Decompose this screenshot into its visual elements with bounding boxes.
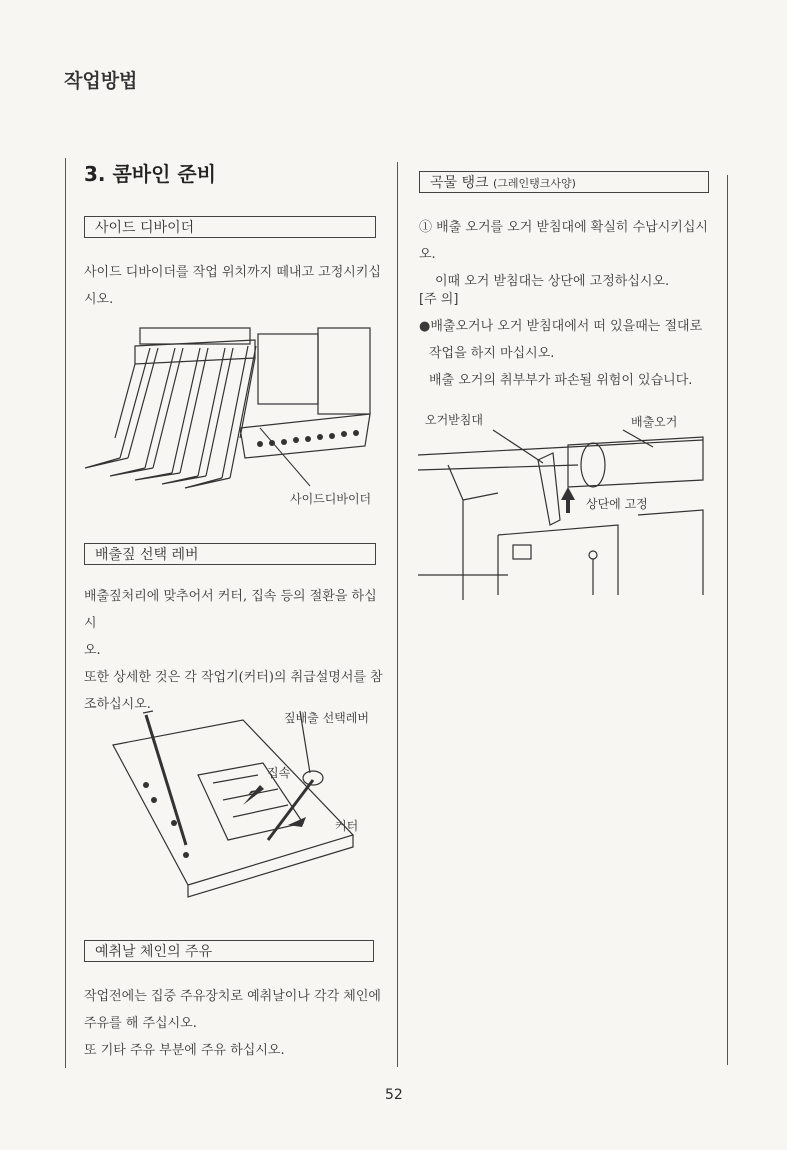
combine-front-figure: [80, 318, 380, 498]
bundle-figure-label: 집속: [267, 766, 291, 780]
grain-tank-text: ① 배출 오거를 오거 받침대에 확실히 수납시키십시오. 이때 오거 받침대는 상단에 고정하십시오.: [419, 220, 708, 289]
page-number: 52: [385, 1087, 403, 1103]
caution-block: [주 의] ●배출오거나 오거 받침대에서 떠 있을때는 절대로 작업을 하지 마십시오. 배출 오거의 취부부가 파손될 위험이 있습니다.: [419, 286, 724, 394]
auger-rest-figure-label: 오거받침대: [425, 413, 483, 427]
left-column-rule: [65, 158, 66, 1068]
page-header-title: 작업방법: [64, 70, 138, 92]
cutter-figure-label: 커터: [335, 819, 359, 833]
auger-rest-figure: [418, 425, 708, 600]
side-divider-figure-label: 사이드디바이더: [290, 492, 372, 506]
straw-lever-figure: [88, 705, 378, 910]
side-divider-text: 사이드 디바이더를 작업 위치까지 떼내고 고정시키십 시오.: [84, 265, 381, 307]
auger-figure-label: 배출오거: [631, 415, 678, 429]
chain-oil-text: 작업전에는 집중 주유장치로 예취날이나 각각 체인에 주유를 해 주십시오. 또 기타 주유 부분에 주유 하십시오.: [84, 989, 381, 1058]
straw-lever-figure-label: 짚배출 선택레버: [284, 711, 369, 725]
fix-top-figure-label: 상단에 고정: [586, 497, 648, 511]
straw-lever-heading: 배출짚 선택 레버: [84, 543, 376, 565]
straw-lever-text: 배출짚처리에 맞추어서 커터, 집속 등의 절환을 하십시 오. 또한 상세한 것은 각 작업기(커터)의 취급설명서를 참 조하십시오.: [84, 589, 383, 712]
grain-tank-heading: 곡물 탱크 (그레인탱크사양): [419, 171, 709, 193]
side-divider-heading: 사이드 디바이더: [84, 216, 376, 238]
center-column-rule: [397, 162, 398, 1067]
right-column-rule: [727, 175, 728, 1065]
section-title: 3. 콤바인 준비: [84, 162, 217, 186]
caution-label: [주 의]: [419, 292, 459, 307]
chain-oil-heading: 예취날 체인의 주유: [84, 940, 374, 962]
